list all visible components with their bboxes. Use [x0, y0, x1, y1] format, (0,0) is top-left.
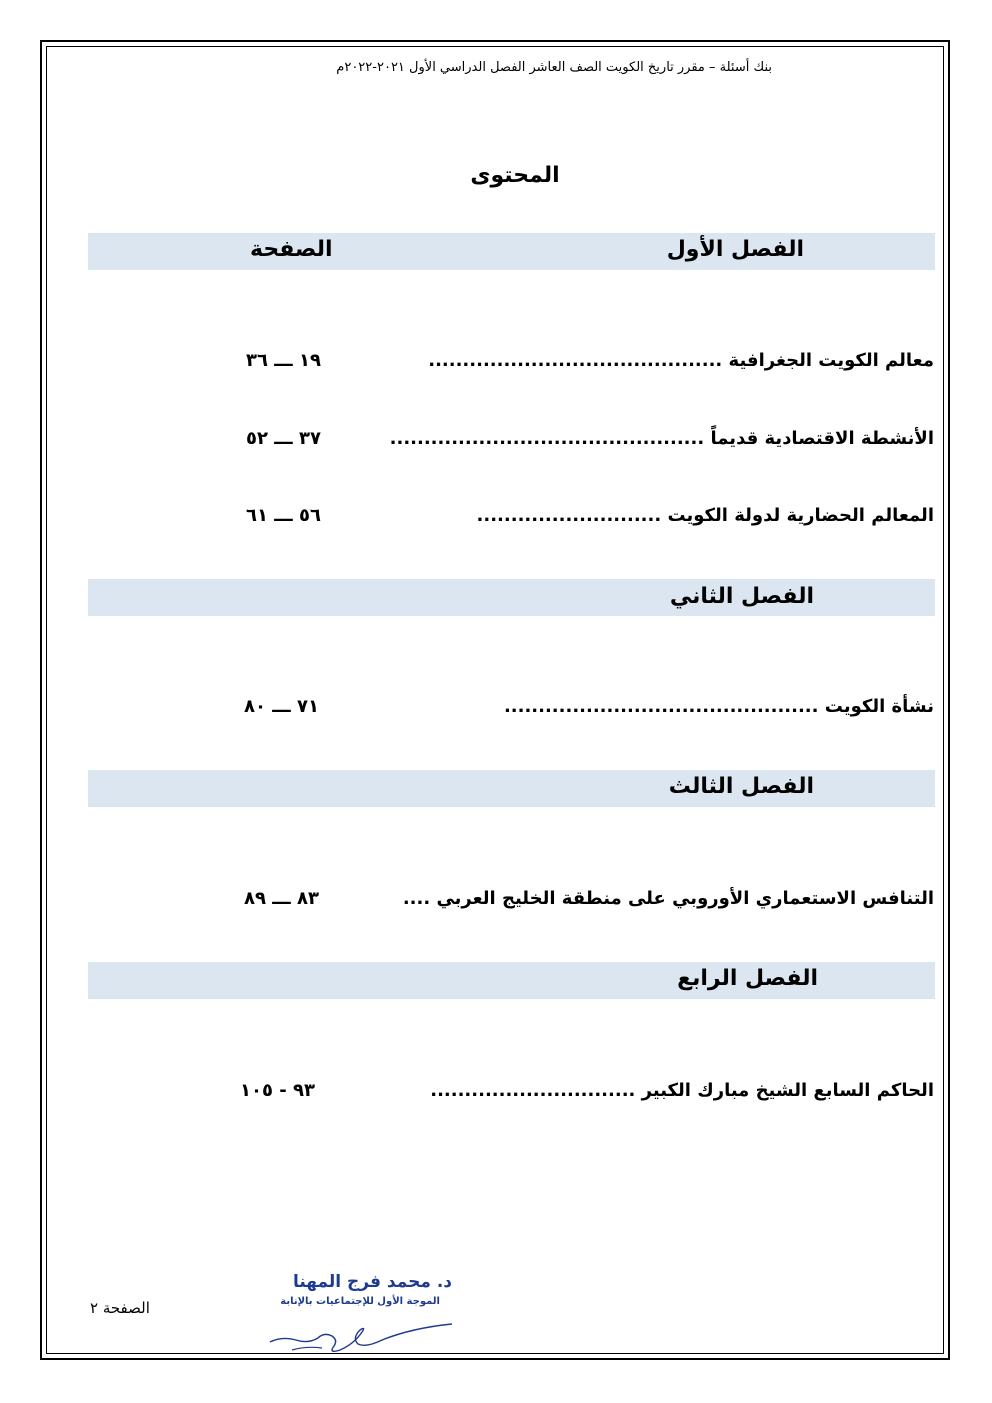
toc-leader-dots: .............................................. — [389, 428, 705, 449]
toc-entry-1[interactable] — [428, 350, 934, 371]
toc-entry-title: معالم الكويت الجغرافية — [728, 350, 934, 371]
toc-entry-4[interactable] — [504, 696, 934, 717]
section-band-1 — [88, 233, 935, 270]
page-column-heading: الصفحة — [250, 237, 333, 262]
toc-leader-dots: ........................... — [476, 505, 662, 526]
toc-entry-pages: ١٩ ـــ ٣٦ — [246, 350, 321, 371]
toc-entry-title: الحاكم السابع الشيخ مبارك الكبير — [641, 1080, 934, 1101]
toc-entry-6[interactable] — [430, 1080, 934, 1101]
section-heading-1: الفصل الأول — [666, 237, 804, 262]
section-heading-3: الفصل الثالث — [668, 774, 814, 799]
toc-entry-title: الأنشطة الاقتصادية قديماً — [710, 428, 934, 449]
toc-entry-title: التنافس الاستعماري الأوروبي على منطقة الخليج العربي — [436, 888, 934, 909]
toc-entry-2[interactable] — [390, 428, 934, 449]
toc-entry-title: المعالم الحضارية لدولة الكويت — [667, 505, 934, 526]
toc-entry-5[interactable] — [403, 888, 934, 909]
toc-entry-pages: ٥٦ ـــ ٦١ — [246, 505, 321, 526]
toc-leader-dots: .... — [402, 888, 431, 909]
toc-entry-title: نشأة الكويت — [824, 696, 934, 717]
signature-name: د. محمد فرج المهنا — [292, 1272, 452, 1292]
toc-entry-pages: ٣٧ ـــ ٥٢ — [246, 428, 321, 449]
page-header: بنك أسئلة – مقرر تاريخ الكويت الصف العاشر الفصل الدراسي الأول ٢٠٢١-٢٠٢٢م — [336, 60, 772, 75]
toc-leader-dots: .............................. — [430, 1080, 636, 1101]
toc-entry-3[interactable] — [477, 505, 934, 526]
page-number: الصفحة ٢ — [90, 1299, 150, 1317]
section-heading-2: الفصل الثاني — [669, 584, 814, 609]
signature-scribble-icon — [262, 1310, 462, 1360]
signature-title: الموجة الأول للإجتماعيات بالإنابة — [280, 1296, 440, 1307]
section-heading-4: الفصل الرابع — [677, 966, 818, 991]
page-title: المحتوى — [470, 163, 560, 188]
toc-leader-dots: ........................................... — [428, 350, 723, 371]
toc-entry-pages: ٨٣ ـــ ٨٩ — [244, 888, 319, 909]
toc-entry-pages: ٧١ ـــ ٨٠ — [244, 696, 319, 717]
toc-leader-dots: .............................................. — [503, 696, 819, 717]
toc-entry-pages: ٩٣ - ١٠٥ — [240, 1080, 315, 1101]
